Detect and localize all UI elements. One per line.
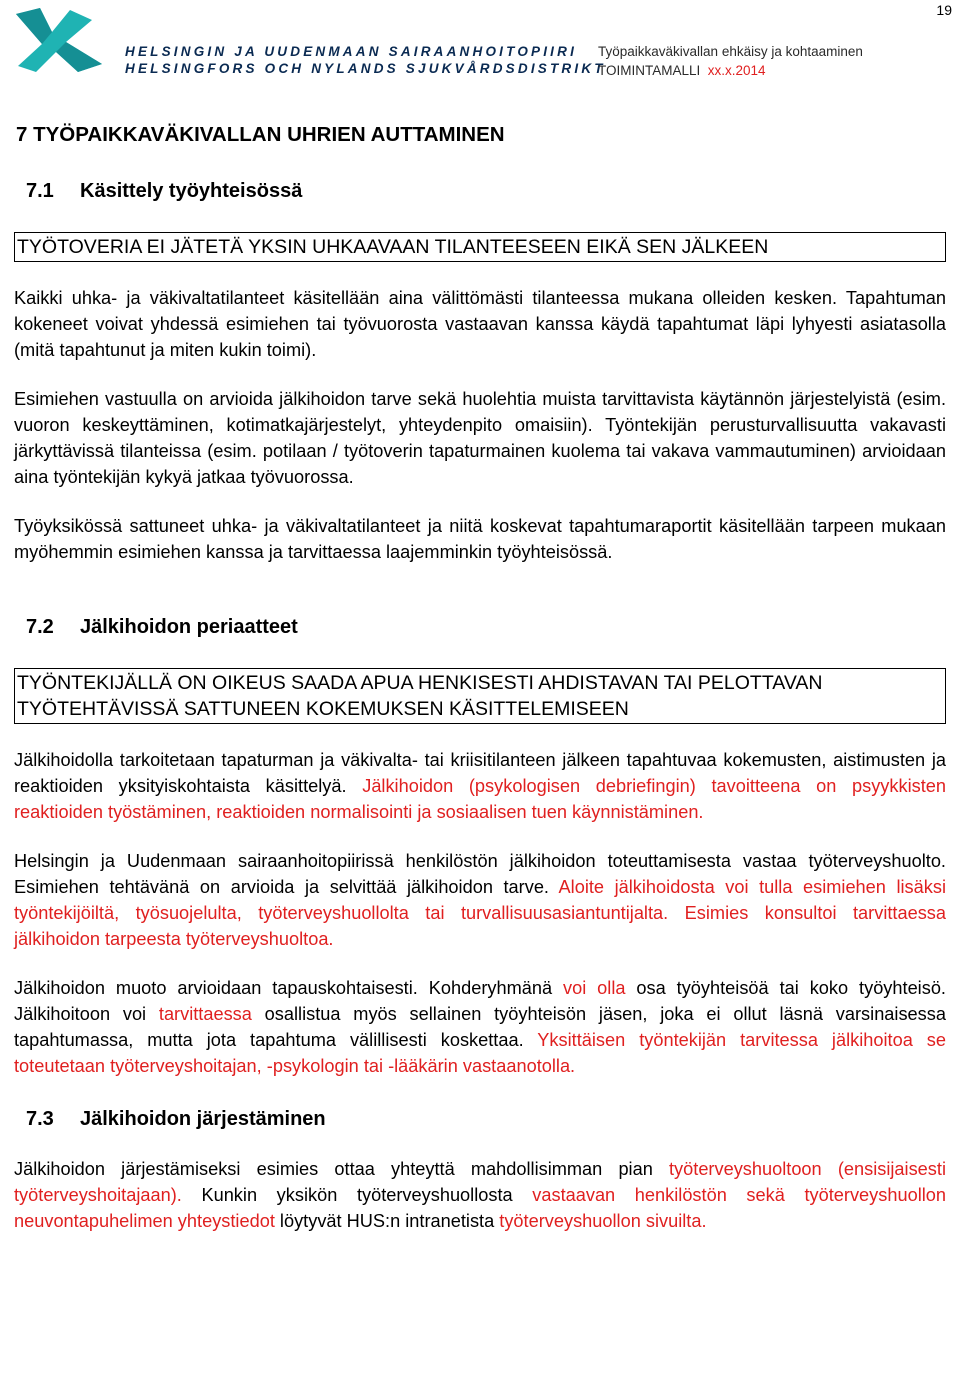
- page-header: [12, 6, 952, 78]
- document-model: TOIMINTAMALLI: [598, 63, 701, 78]
- paragraph: Esimiehen vastuulla on arvioida jälkihoidon tarve sekä huolehtia muista tarvittavista käytännön järjestelyistä (esim. vuoron keskeyttäminen, kotimatkajärjestelyt, yhteydenpito omaisiin). Työntekijän perusturvallisuutta vakavasti järkyttävissä tilanteissa (esim. potilaan / työtoverin tapaturmainen kuolema tai vakava vammautuminen) arvioidaan aina työntekijän kykyä jatkaa työvuorossa.: [14, 389, 946, 487]
- paragraph: Työyksikössä sattuneet uhka- ja väkivaltatilanteet ja niitä koskevat tapahtumaraportit käsitellään tarpeen mukaan myöhemmin esimiehen kanssa ja tarvittaessa laajemminkin työyhteisössä.: [14, 516, 946, 562]
- document-title: Työpaikkaväkivallan ehkäisy ja kohtaaminen: [598, 44, 863, 59]
- chapter-heading: 7 TYÖPAIKKAVÄKIVALLAN UHRIEN AUTTAMINEN: [16, 123, 505, 146]
- boxed-principle-7-2: TYÖNTEKIJÄLLÄ ON OIKEUS SAADA APUA HENKISESTI AHDISTAVAN TAI PELOTTAVAN TYÖTEHTÄVISSÄ SATTUNEEN KOKEMUKSEN KÄSITTELEMISEEN: [14, 668, 946, 724]
- organization-name: HELSINGIN JA UUDENMAAN SAIRAANHOITOPIIRI HELSINGFORS OCH NYLANDS SJUKVÅRDSDISTRIKT: [125, 44, 606, 76]
- paragraph: Kaikki uhka- ja väkivaltatilanteet käsitellään aina välittömästi tilanteessa mukana olleiden kesken. Tapahtuman kokeneet voivat yhdessä esimiehen tai työvuorosta vastaavan kanssa käydä tapahtumat läpi lyhyesti asiatasolla (mitä tapahtunut ja miten kukin toimi).: [14, 288, 946, 360]
- hus-logo: [12, 6, 104, 76]
- page-number: 19: [936, 2, 952, 18]
- paragraph: Jälkihoidolla tarkoitetaan tapaturman ja väkivalta- tai kriisitilanteen jälkeen tapahtuvaa kokemusten, aistimusten ja reaktioiden yksityiskohtaista käsittelyä. Jälkihoidon (psykologisen debriefingin) tavoitteena on psyykkisten reaktioiden työstäminen, reaktioiden normalisointi ja sosiaalisen tuen käynnistäminen.: [14, 750, 947, 822]
- document-date: xx.x.2014: [707, 63, 766, 78]
- page-content: [14, 118, 946, 1234]
- section-heading-7-2: 7.2 Jälkihoidon periaatteet: [26, 616, 298, 638]
- paragraph: Jälkihoidon muoto arvioidaan tapauskohtaisesti. Kohderyhmänä voi olla osa työyhteisöä tai koko työyhteisö. Jälkihoitoon voi tarvittaessa osallistua myös sellainen työyhteisön jäsen, joka ei ollut läsnä varsinaisessa tapahtumassa, mutta jota tapahtuma välillisesti koskettaa. Yksittäisen työntekijän tarvitessa jälkihoitoa se toteutetaan työterveyshoitajan, -psykologin tai -lääkärin vastaanotolla.: [14, 978, 946, 1076]
- paragraph: Jälkihoidon järjestämiseksi esimies ottaa yhteyttä mahdollisimman pian työterveyshuoltoon (ensisijaisesti työterveyshoitajaan). Kunkin yksikön työterveyshuollosta vastaavan henkilöstön sekä työterveyshuollon neuvontapuhelimen yhteystiedot löytyvät HUS:n intranetista työterveyshuollon sivuilta.: [14, 1159, 947, 1231]
- section-heading-7-3: 7.3 Jälkihoidon järjestäminen: [26, 1108, 326, 1130]
- boxed-principle-7-1: TYÖTOVERIA EI JÄTETÄ YKSIN UHKAAVAAN TILANTEESEEN EIKÄ SEN JÄLKEEN: [14, 232, 946, 262]
- section-heading-7-1: 7.1 Käsittely työyhteisössä: [26, 180, 303, 202]
- document-info: [598, 42, 863, 80]
- paragraph: Helsingin ja Uudenmaan sairaanhoitopiirissä henkilöstön jälkihoidon toteuttamisesta vastaa työterveyshuolto. Esimiehen tehtävänä on arvioida ja selvittää jälkihoidon tarve. Aloite jälkihoidosta voi tulla esimiehen lisäksi työntekijöiltä, työsuojelulta, työterveyshuollolta tai turvallisuusasiantuntijalta. Esimies konsultoi tarvittaessa jälkihoidon tarpeesta työterveyshuoltoa.: [14, 851, 946, 949]
